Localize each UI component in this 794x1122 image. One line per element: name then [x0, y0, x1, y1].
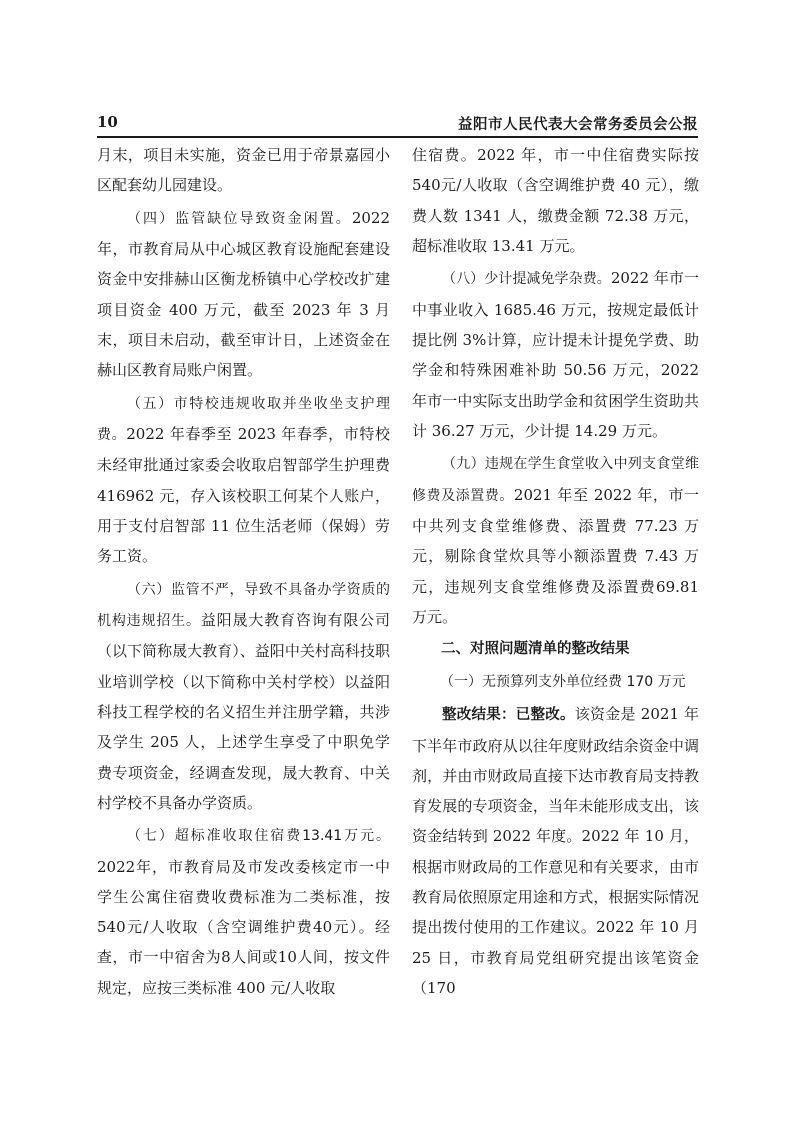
right-column [412, 140, 699, 1005]
section-2-heading: 二、对照问题清单的整改结果 [441, 641, 630, 658]
section-7-body: 2022年，市教育局及市发改委核定市一中学生公寓住宿费收费标准为二类标准，按540元/人收取（含空调维护费40元）。经查，市一中宿舍为8人间或10人间，按文件规定，应按三类标准 400 元/人收取 [97, 857, 390, 997]
section-5-body: 2022 年春季至 2023 年春季，市特校未经审批通过家委会收取启智部学生护理费 416962 元，存入该校职工何某个人账户，用于支付启智部 11 位生活老师（保姆）劳务工资。 [97, 425, 391, 566]
rectification-1-body: 该资金是 2021 年下半年市政府从以往年度财政结余资金中调剂，并由市财政局直接下达市教育局支持教育发展的专项资金，当年未能形成支出，该资金结转到 2022 年度。2022 年 10 月，根据市财政局的工作意见和有关要求，由市教育局依照原定用途和方式，根据实际情况提出拨付使用的工作建议。2022 年 10 月 25 日，市教育局党组研究提出该笔资金（170 [412, 705, 700, 997]
paragraph-section-8 [412, 263, 699, 446]
paragraph-section-4 [97, 203, 390, 386]
paragraph-rectification-1 [412, 699, 699, 1003]
page-header [97, 110, 698, 138]
paragraph-section-7 [97, 820, 390, 1003]
section-6-title: （六）监管不严，导致不具备办学资质的机构违规招生。 [97, 581, 390, 630]
rectification-1-title: （一）无预算列支外单位经费 170 万元 [440, 673, 686, 690]
paragraph-section-5 [97, 388, 390, 572]
page-number: 10 [97, 113, 118, 131]
section-9-title: （九）违规在学生食堂收入中列支食堂维修费及添置费。 [412, 456, 699, 504]
section-8-body: 2022 年市一中事业收入 1685.46 万元，按规定最低计提比例 3%计算，应计提未计提免学费、助学金和特殊困难补助 50.56 万元，2022 年市一中实际支出助学金和贫困学生资助共计 36.27 万元，少计提 14.29 万元。 [412, 269, 699, 440]
section-7-title: （七）超标准收取住宿费13.41万元。 [127, 828, 390, 845]
section-9-body: 2021 年至 2022 年，市一中共列支食堂维修费、添置费 77.23 万元，剔除食堂炊具等小额添置费 7.43 万元，违规列支食堂维修费及添置费69.81 万元。 [412, 485, 700, 626]
paragraph-section-9 [412, 448, 699, 632]
left-column [97, 140, 390, 1005]
paragraph-continuation-right: 住宿费。2022 年，市一中住宿费实际按540元/人收取（含空调维护费 40 元），缴费人数 1341 人，缴费金额 72.38 万元，超标准收取 13.41 万元。 [412, 146, 699, 255]
rectification-result-label: 整改结果：已整改。 [442, 707, 575, 724]
section-8-title: （八）少计提减免学杂费。 [442, 271, 611, 288]
paragraph-section-6 [97, 574, 390, 818]
section-5-title: （五）市特校违规收取并坐收坐支护理费。 [97, 395, 390, 444]
paragraph-continuation: 月末，项目未实施，资金已用于帝景嘉园小区配套幼儿园建设。 [97, 146, 390, 195]
section-4-body: 2022年，市教育局从中心城区教育设施配套建设资金中安排赫山区衡龙桥镇中心学校改扩建项目资金 400 万元，截至 2023 年 3 月末，项目未启动，截至审计日，上述资金在赫山区教育局账户闲置。 [97, 208, 390, 380]
section-4-title: （四）监管缺位导致资金闲置。 [127, 210, 352, 227]
journal-title: 益阳市人民代表大会常务委员会公报 [458, 116, 698, 133]
section-6-body: 益阳晟大教育咨询有限公司（以下简称晟大教育）、益阳中关村高科技职业培训学校（以下简称中关村学校）以益阳科技工程学校的名义招生并注册学籍，共涉及学生 205 人，上述学生享受了中职免学费专项资金，经调查发现，晟大教育、中关村学校不具备办学资质。 [97, 611, 390, 812]
